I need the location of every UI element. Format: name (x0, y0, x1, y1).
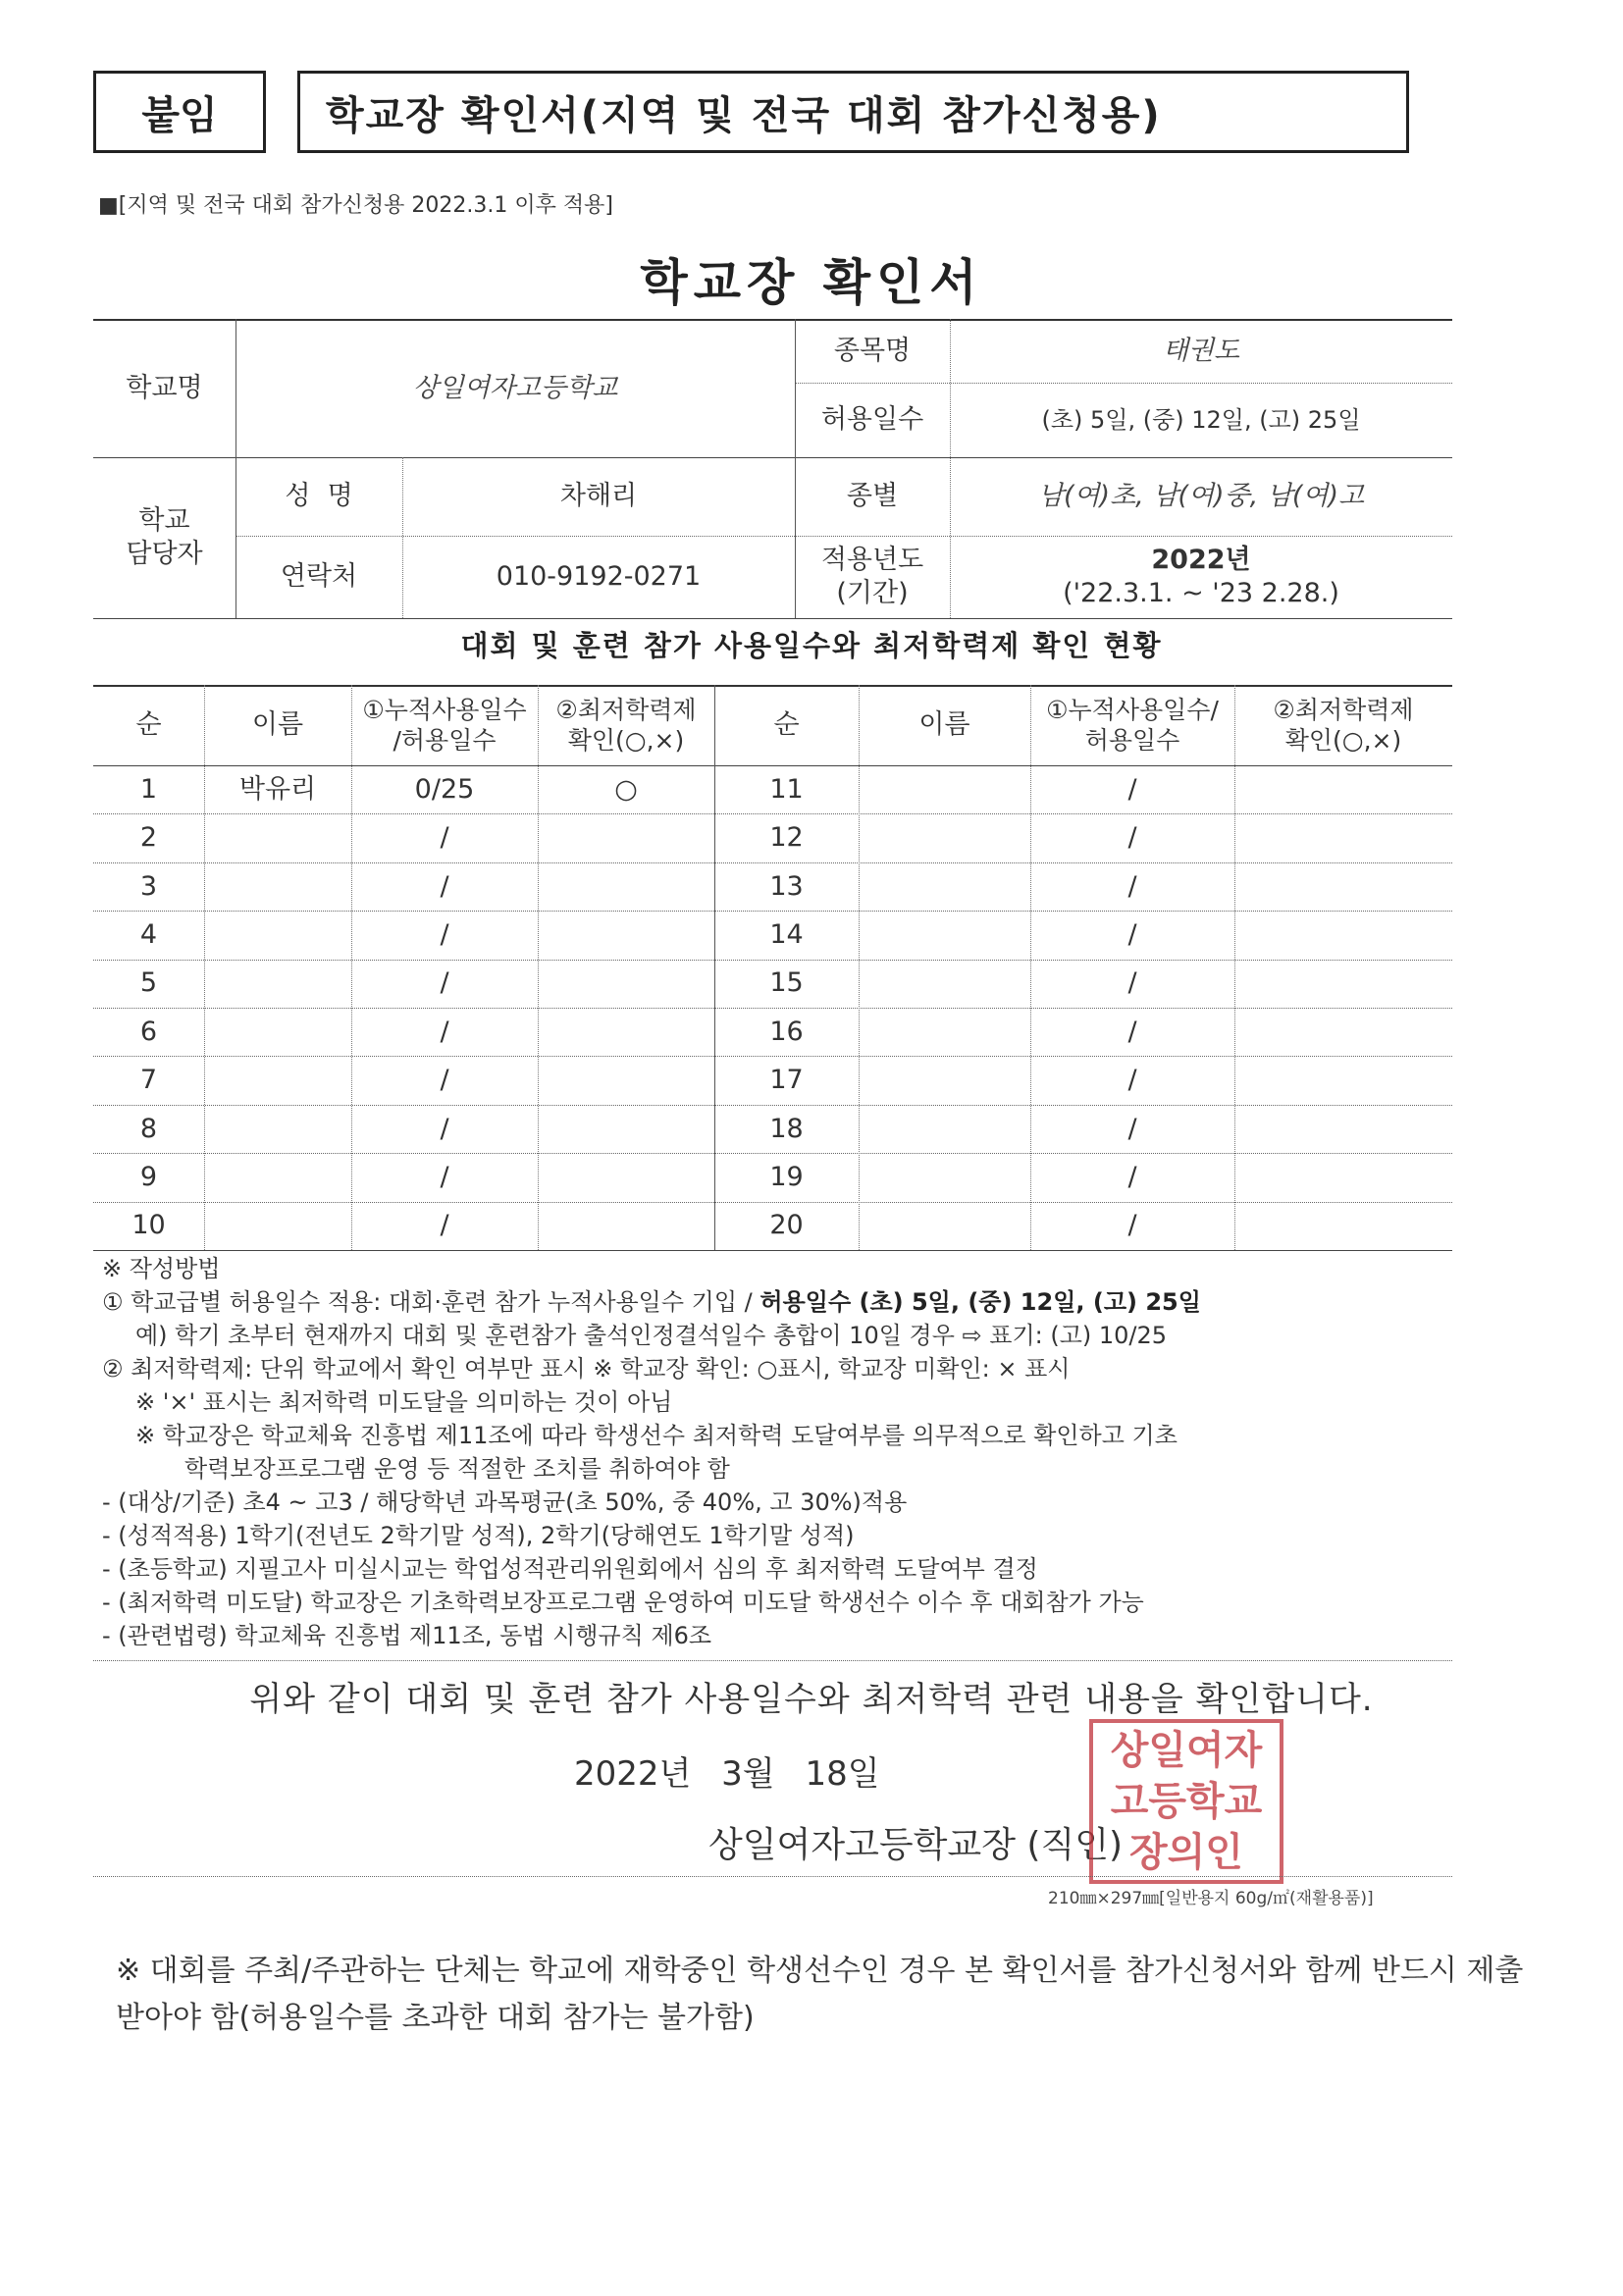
divider (93, 1660, 1452, 1661)
used-days: / (440, 822, 449, 854)
attachment-tag: 붙임 (93, 71, 266, 153)
academic-check (538, 911, 714, 959)
used-days: / (1127, 1210, 1137, 1241)
category-value: 남(여)초, 남(여)중, 남(여)고 (1037, 481, 1365, 512)
row-no: 1 (139, 773, 158, 805)
header-days-left: ①누적사용일수 /허용일수 (362, 695, 527, 755)
table-bottom-border (93, 1250, 1452, 1251)
writing-instructions (102, 1252, 1495, 1652)
used-days: / (440, 967, 449, 999)
detail-5: - (관련법령) 학교체육 진흥법 제11조, 동법 시행규칙 제6조 (102, 1622, 712, 1649)
detail-1: - (대상/기준) 초4 ~ 고3 / 해당학년 과목평균(초 50%, 중 40%, 고 30%)적용 (102, 1488, 908, 1516)
academic-check (1234, 1008, 1452, 1056)
used-days: / (440, 1162, 449, 1192)
academic-check (538, 813, 714, 861)
note-1-text: ① 학교급별 허용일수 적용: 대회·훈련 참가 누적사용일수 기입 / (102, 1288, 760, 1316)
seal-line: 상일여자 (1110, 1728, 1263, 1773)
student-name (859, 765, 1030, 813)
used-days: / (1127, 870, 1137, 902)
academic-check: ○ (614, 773, 638, 805)
student-name (859, 1008, 1030, 1056)
row-no: 17 (769, 1065, 804, 1096)
student-name: 박유리 (238, 773, 317, 805)
section-title: 대회 및 훈련 참가 사용일수와 최저학력제 확인 현황 (460, 629, 1163, 662)
student-name (204, 960, 351, 1008)
row-no: 12 (769, 822, 804, 854)
name-label: 성 명 (285, 481, 353, 512)
academic-check (538, 862, 714, 911)
used-days: / (440, 870, 449, 902)
paper-spec: 210㎜×297㎜[일반용지 60g/㎡(재활용품)] (1048, 1889, 1374, 1908)
allowed-days-value: (초) 5일, (중) 12일, (고) 25일 (1041, 406, 1361, 434)
seal-line: 장의인 (1129, 1830, 1243, 1875)
student-name (204, 1056, 351, 1104)
official-seal (1089, 1719, 1283, 1884)
row-no: 3 (139, 870, 158, 902)
row-no: 8 (139, 1113, 158, 1144)
principal-signature: 상일여자고등학교장 (직인) (708, 1825, 1124, 1865)
event-label: 종목명 (833, 335, 912, 366)
used-days: / (440, 1113, 449, 1144)
school-value: 상일여자고등학교 (412, 372, 618, 403)
year-label: 적용년도 (기간) (820, 545, 924, 608)
used-days: / (440, 919, 449, 950)
header-name-left: 이름 (251, 709, 304, 741)
student-name (204, 1153, 351, 1201)
divider (93, 1876, 1452, 1877)
student-name (204, 1008, 351, 1056)
academic-check (1234, 1153, 1452, 1201)
note-1 (102, 1285, 1495, 1319)
row-no: 5 (139, 967, 158, 999)
academic-check (1234, 1105, 1452, 1153)
event-value: 태권도 (1162, 335, 1240, 366)
year-period: ('22.3.1. ~ '23 2.28.) (1063, 578, 1339, 608)
academic-check (1234, 862, 1452, 911)
used-days: / (440, 1065, 449, 1096)
note-2: ② 최저학력제: 단위 학교에서 확인 여부만 표시 ※ 학교장 확인: ○표시, 학교장 미확인: × 표시 (102, 1355, 1071, 1383)
used-days: / (1127, 1016, 1137, 1047)
used-days: / (1127, 967, 1137, 999)
row-no: 20 (769, 1210, 804, 1241)
divider (93, 618, 1452, 619)
page-title: 학교장 확인서 (640, 254, 983, 311)
student-name (204, 1202, 351, 1250)
used-days: / (1127, 1113, 1137, 1144)
row-no: 4 (139, 919, 158, 950)
student-name (859, 1202, 1030, 1250)
seal-line: 고등학교 (1110, 1779, 1263, 1824)
note-1-bold: 허용일수 (초) 5일, (중) 12일, (고) 25일 (759, 1288, 1201, 1316)
row-no: 13 (769, 870, 804, 902)
confirmation-statement: 위와 같이 대회 및 훈련 참가 사용일수와 최저학력 관련 내용을 확인합니다. (249, 1680, 1374, 1719)
row-no: 11 (769, 773, 804, 805)
student-name (204, 911, 351, 959)
contact-value: 010-9192-0271 (496, 561, 702, 593)
student-name (859, 911, 1030, 959)
header-no-right: 순 (773, 709, 800, 741)
contact-label: 연락처 (280, 561, 358, 593)
row-no: 19 (769, 1162, 804, 1192)
row-no: 15 (769, 967, 804, 999)
year-cell (950, 536, 1452, 618)
note-2-b1: ※ 학교장은 학교체육 진흥법 제11조에 따라 학생선수 최저학력 도달여부를 의무적으로 확인하고 기초 (135, 1422, 1178, 1449)
used-days: / (1127, 773, 1137, 805)
academic-check (538, 960, 714, 1008)
note-1-example: 예) 학기 초부터 현재까지 대회 및 훈련참가 출석인정결석일수 총합이 10일 경우 ⇨ 표기: (고) 10/25 (135, 1322, 1168, 1349)
student-name (859, 862, 1030, 911)
academic-check (538, 1105, 714, 1153)
header-no-left: 순 (135, 709, 162, 741)
student-name (204, 862, 351, 911)
detail-2: - (성적적용) 1학기(전년도 2학기말 성적), 2학기(당해연도 1학기말 성적) (102, 1522, 855, 1549)
academic-check (538, 1008, 714, 1056)
allowed-days-label: 허용일수 (820, 404, 924, 436)
row-no: 16 (769, 1016, 804, 1047)
note-2-a: ※ '×' 표시는 최저학력 미도달을 의미하는 것이 아님 (135, 1388, 673, 1416)
academic-check (538, 1153, 714, 1201)
used-days: / (440, 1210, 449, 1241)
academic-check (1234, 1202, 1452, 1250)
row-no: 10 (131, 1210, 166, 1241)
header-min-academic-right: ②최저학력제 확인(○,×) (1273, 695, 1414, 755)
student-name (859, 1105, 1030, 1153)
academic-check (1234, 960, 1452, 1008)
confirmation-date: 2022년 3월 18일 (574, 1754, 880, 1794)
used-days: / (440, 1016, 449, 1047)
row-no: 18 (769, 1113, 804, 1144)
manager-name: 차해리 (559, 481, 638, 512)
academic-check (538, 1202, 714, 1250)
student-name (859, 1153, 1030, 1201)
detail-4: - (최저학력 미도달) 학교장은 기초학력보장프로그램 운영하여 미도달 학생선수 이수 후 대회참가 가능 (102, 1589, 1144, 1616)
used-days: / (1127, 1162, 1137, 1192)
document-header-title: 학교장 확인서(지역 및 전국 대회 참가신청용) (297, 71, 1409, 153)
header-min-academic-left: ②최저학력제 확인(○,×) (555, 695, 697, 755)
student-name (204, 1105, 351, 1153)
academic-check (1234, 911, 1452, 959)
academic-check (1234, 813, 1452, 861)
school-label: 학교명 (126, 372, 203, 403)
academic-check (538, 1056, 714, 1104)
manager-label: 학교 담당자 (126, 505, 203, 569)
year-value: 2022년 (1151, 545, 1251, 576)
used-days: / (1127, 1065, 1137, 1096)
detail-3: - (초등학교) 지필고사 미실시교는 학업성적관리위원회에서 심의 후 최저학력 도달여부 결정 (102, 1555, 1038, 1583)
student-name (859, 813, 1030, 861)
student-name (204, 813, 351, 861)
notes-heading: ※ 작성방법 (102, 1255, 221, 1282)
footnote: ※ 대회를 주최/주관하는 단체는 학교에 재학중인 학생선수인 경우 본 확인서를 참가신청서와 함께 반드시 제출받아야 함(허용일수를 초과한 대회 참가는 불가함) (116, 1954, 1524, 2035)
row-no: 6 (139, 1016, 158, 1047)
row-no: 14 (769, 919, 804, 950)
row-no: 9 (139, 1162, 158, 1192)
academic-check (1234, 765, 1452, 813)
student-name (859, 960, 1030, 1008)
row-no: 2 (139, 822, 158, 854)
note-2-b2: 학력보장프로그램 운영 등 적절한 조치를 취하여야 함 (184, 1455, 730, 1483)
academic-check (1234, 1056, 1452, 1104)
header-name-right: 이름 (918, 709, 970, 741)
category-label: 종별 (846, 481, 899, 512)
student-name (859, 1056, 1030, 1104)
used-days: 0/25 (414, 773, 475, 805)
applicability-note: ■[지역 및 전국 대회 참가신청용 2022.3.1 이후 적용] (98, 193, 613, 218)
used-days: / (1127, 822, 1137, 854)
header-days-right: ①누적사용일수/ 허용일수 (1046, 695, 1219, 755)
row-no: 7 (139, 1065, 158, 1096)
used-days: / (1127, 919, 1137, 950)
